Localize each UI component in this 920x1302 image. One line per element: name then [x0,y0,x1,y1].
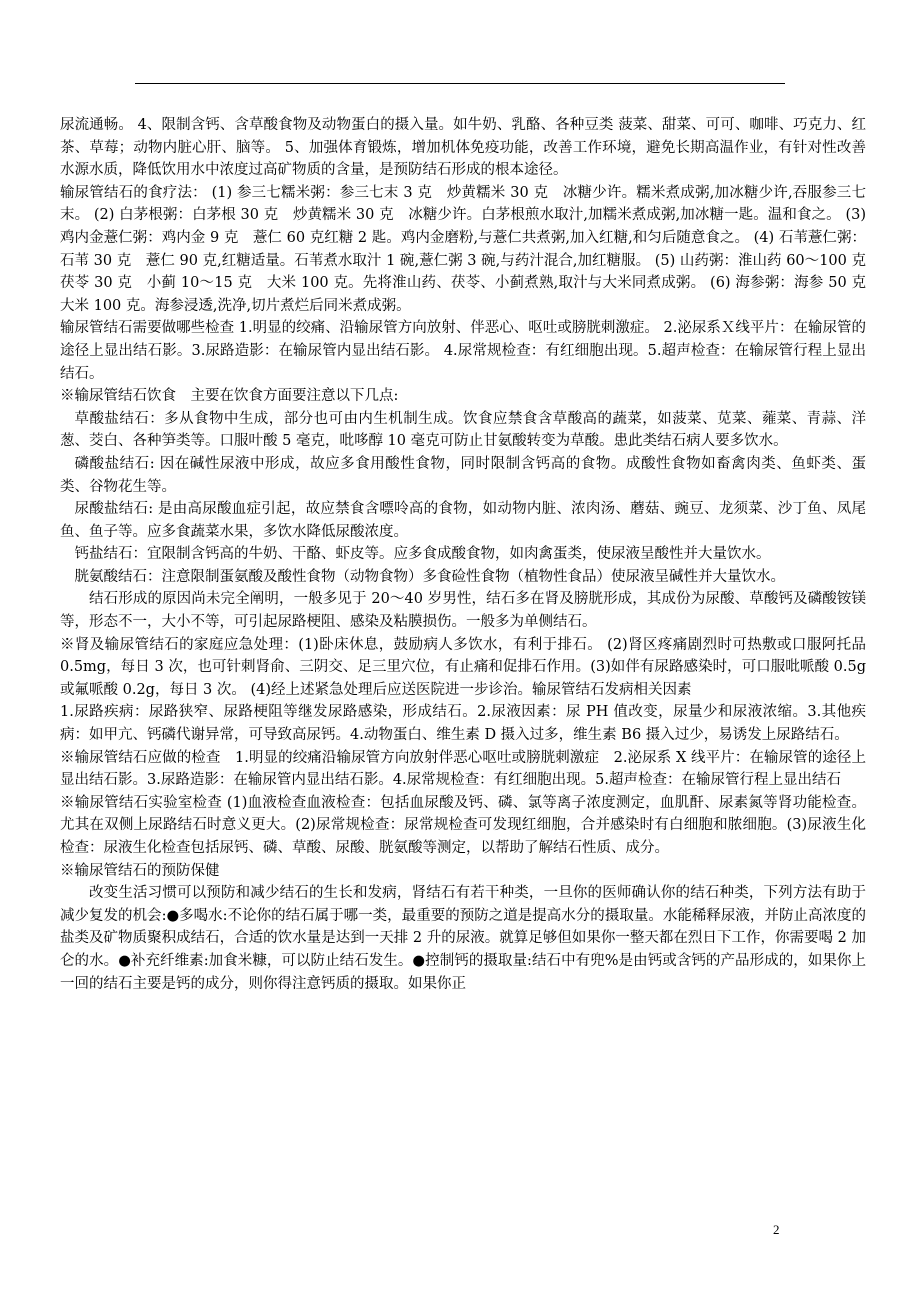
paragraph-prevention-tips: 尿流通畅。 4、限制含钙、含草酸食物及动物蛋白的摄入量。如牛奶、乳酪、各种豆类 菠菜、甜菜、可可、咖啡、巧克力、红茶、草莓；动物内脏心肝、脑等。 5、加强体育锻炼，增加机体免疫功能，改善工作环境，避免长期高温作业，有针对性改善水源水质，降低饮用水中浓度过高矿物质的含量，是预防结石形成的根本途径。 [60,117,866,179]
page-number: 2 [773,1222,780,1237]
paragraph-urate-stones: 尿酸盐结石: 是由高尿酸血症引起，故应禁食含嘌呤高的食物，如动物内脏、浓肉汤、蘑菇、豌豆、龙须菜、沙丁鱼、凤尾鱼、鱼子等。应多食蔬菜水果，多饮水降低尿酸浓度。 [60,501,866,540]
paragraph-oxalate-stones: 草酸盐结石：多从食物中生成，部分也可由内生机制生成。饮食应禁食含草酸高的蔬菜，如菠菜、苋菜、蕹菜、青蒜、洋葱、茭白、各种笋类等。口服叶酸 5 毫克，吡哆醇 10 毫克可防止甘氨酸转变为草酸。患此类结石病人要多饮水。 [60,410,866,450]
paragraph-stone-causes: 结石形成的原因尚未完全阐明，一般多见于 20～40 岁男性，结石多在肾及膀胱形成，其成份为尿酸、草酸钙及磷酸铵镁等，形态不一，大小不等，可引起尿路梗阻、感染及粘膜损伤。一般多为单侧结石。 [60,591,866,631]
paragraph-lifestyle-changes: 改变生活习惯可以预防和减少结石的生长和发病，肾结石有若干种类，一旦你的医师确认你的结石种类，下列方法有助于减少复发的机会:●多喝水:不论你的结石属于哪一类，最重要的预防之道是提高水分的摄取量。水能稀释尿液，并防止高浓度的盐类及矿物质聚积成结石，合适的饮水量是达到一天排 2 升的尿液。就算足够但如果你一整天都在烈日下工作，你需要喝 2 加仑的水。●补充纤维素:加食米糠，可以防止结石发生。●控制钙的摄取量:结石中有兜%是由钙或含钙的产品形成的，如果你上一回的结石主要是钙的成分，则你得注意钙质的摄取。如果你正 [60,885,866,992]
paragraph-examinations: 输尿管结石需要做哪些检查 1.明显的绞痛、沿输尿管方向放射、伴恶心、呕吐或膀胱刺激症。 2.泌尿系Ｘ线平片：在输尿管的途径上显出结石影。3.尿路造影：在输尿管内显出结石影。 4.尿常规检查：有红细胞出现。5.超声检查：在输尿管行程上显出结石。 [60,320,866,382]
paragraph-phosphate-stones: 磷酸盐结石: 因在碱性尿液中形成，故应多食用酸性食物，同时限制含钙高的食物。成酸性食物如畜禽肉类、鱼虾类、蛋类、谷物花生等。 [60,455,866,495]
section-heading-diet: ※输尿管结石饮食 主要在饮食方面要注意以下几点: [60,388,399,405]
paragraph-risk-factors: 1.尿路疾病：尿路狭窄、尿路梗阻等继发尿路感染，形成结石。2.尿液因素：尿 PH 值改变，尿量少和尿液浓缩。3.其他疾病：如甲亢、钙磷代谢异常，可导致高尿钙。4.动物蛋白、维生素 D 摄入过多，维生素 B6 摄入过少，易诱发上尿路结石。 [60,704,866,744]
paragraph-cystine-stones: 胱氨酸结石：注意限制蛋氨酸及酸性食物（动物食物）多食硷性食物（植物性食品）使尿液呈碱性并大量饮水。 [74,568,785,585]
paragraph-lab-tests: ※输尿管结石实验室检查 (1)血液检查血液检查：包括血尿酸及钙、磷、氯等离子浓度测定，血肌酐、尿素氮等肾功能检查。尤其在双侧上尿路结石时意义更大。(2)尿常规检查：尿常规检查可发现红细胞，合并感染时有白细胞和脓细胞。(3)尿液生化检查：尿液生化检查包括尿钙、磷、草酸、尿酸、胱氨酸等测定，以帮助了解结石性质、成分。 [60,794,866,856]
document-body [60,114,881,995]
paragraph-home-emergency: ※肾及输尿管结石的家庭应急处理：(1)卧床休息，鼓励病人多饮水，有利于排石。 (2)肾区疼痛剧烈时可热敷或口服阿托品 0.5mg，每日 3 次，也可针刺肾俞、三阴交、足三里穴位，有止痛和促排石作用。(3)如伴有尿路感染时，可口服吡哌酸 0.5g 或氟哌酸 0.2g，每日 3 次。 (4)经上述紧急处理后应送医院进一步诊治。输尿管结石发病相关因素 [60,636,866,698]
paragraph-diet-therapy: 输尿管结石的食疗法： (1) 参三七糯米粥：参三七末 3 克 炒黄糯米 30 克 冰糖少许。糯米煮成粥,加冰糖少许,吞服参三七末。 (2) 白茅根粥：白茅根 30 克 炒黄糯米 30 克 冰糖少许。白茅根煎水取汁,加糯米煮成粥,加冰糖一匙。温和食之。 (3)鸡内金薏仁粥：鸡内金 9 克 薏仁 60 克红糖 2 匙。鸡内金磨粉,与薏仁共煮粥,加入红糖,和匀后随意食之。 (4) 石苇薏仁粥：石苇 30 克 薏仁 90 克,红糖适量。石苇煮水取汁 1 碗,薏仁粥 3 碗,与药汁混合,加红糖服。 (5) 山药粥：淮山药 60～100 克 茯苓 30 克 小蓟 10～15 克 大米 100 克。先将淮山药、茯苓、小蓟煮熟,取汁与大米同煮成粥。 (6) 海参粥：海参 50 克 大米 100 克。海参浸透,洗净,切片煮烂后同米煮成粥。 [60,184,881,314]
section-heading-prevention: ※输尿管结石的预防保健 [60,862,220,879]
paragraph-required-checks: ※输尿管结石应做的检查 1.明显的绞痛沿输尿管方向放射伴恶心呕吐或膀胱刺激症 2.泌尿系 X 线平片：在输尿管的途径上显出结石影。3.尿路造影：在输尿管内显出结石影。4.尿常规检查：有红细胞出现。5.超声检查：在输尿管行程上显出结石 [60,749,866,789]
header-rule [135,83,785,84]
paragraph-calcium-stones: 钙盐结石：宜限制含钙高的牛奶、干酪、虾皮等。应多食成酸食物，如肉禽蛋类，使尿液呈酸性并大量饮水。 [74,546,771,563]
